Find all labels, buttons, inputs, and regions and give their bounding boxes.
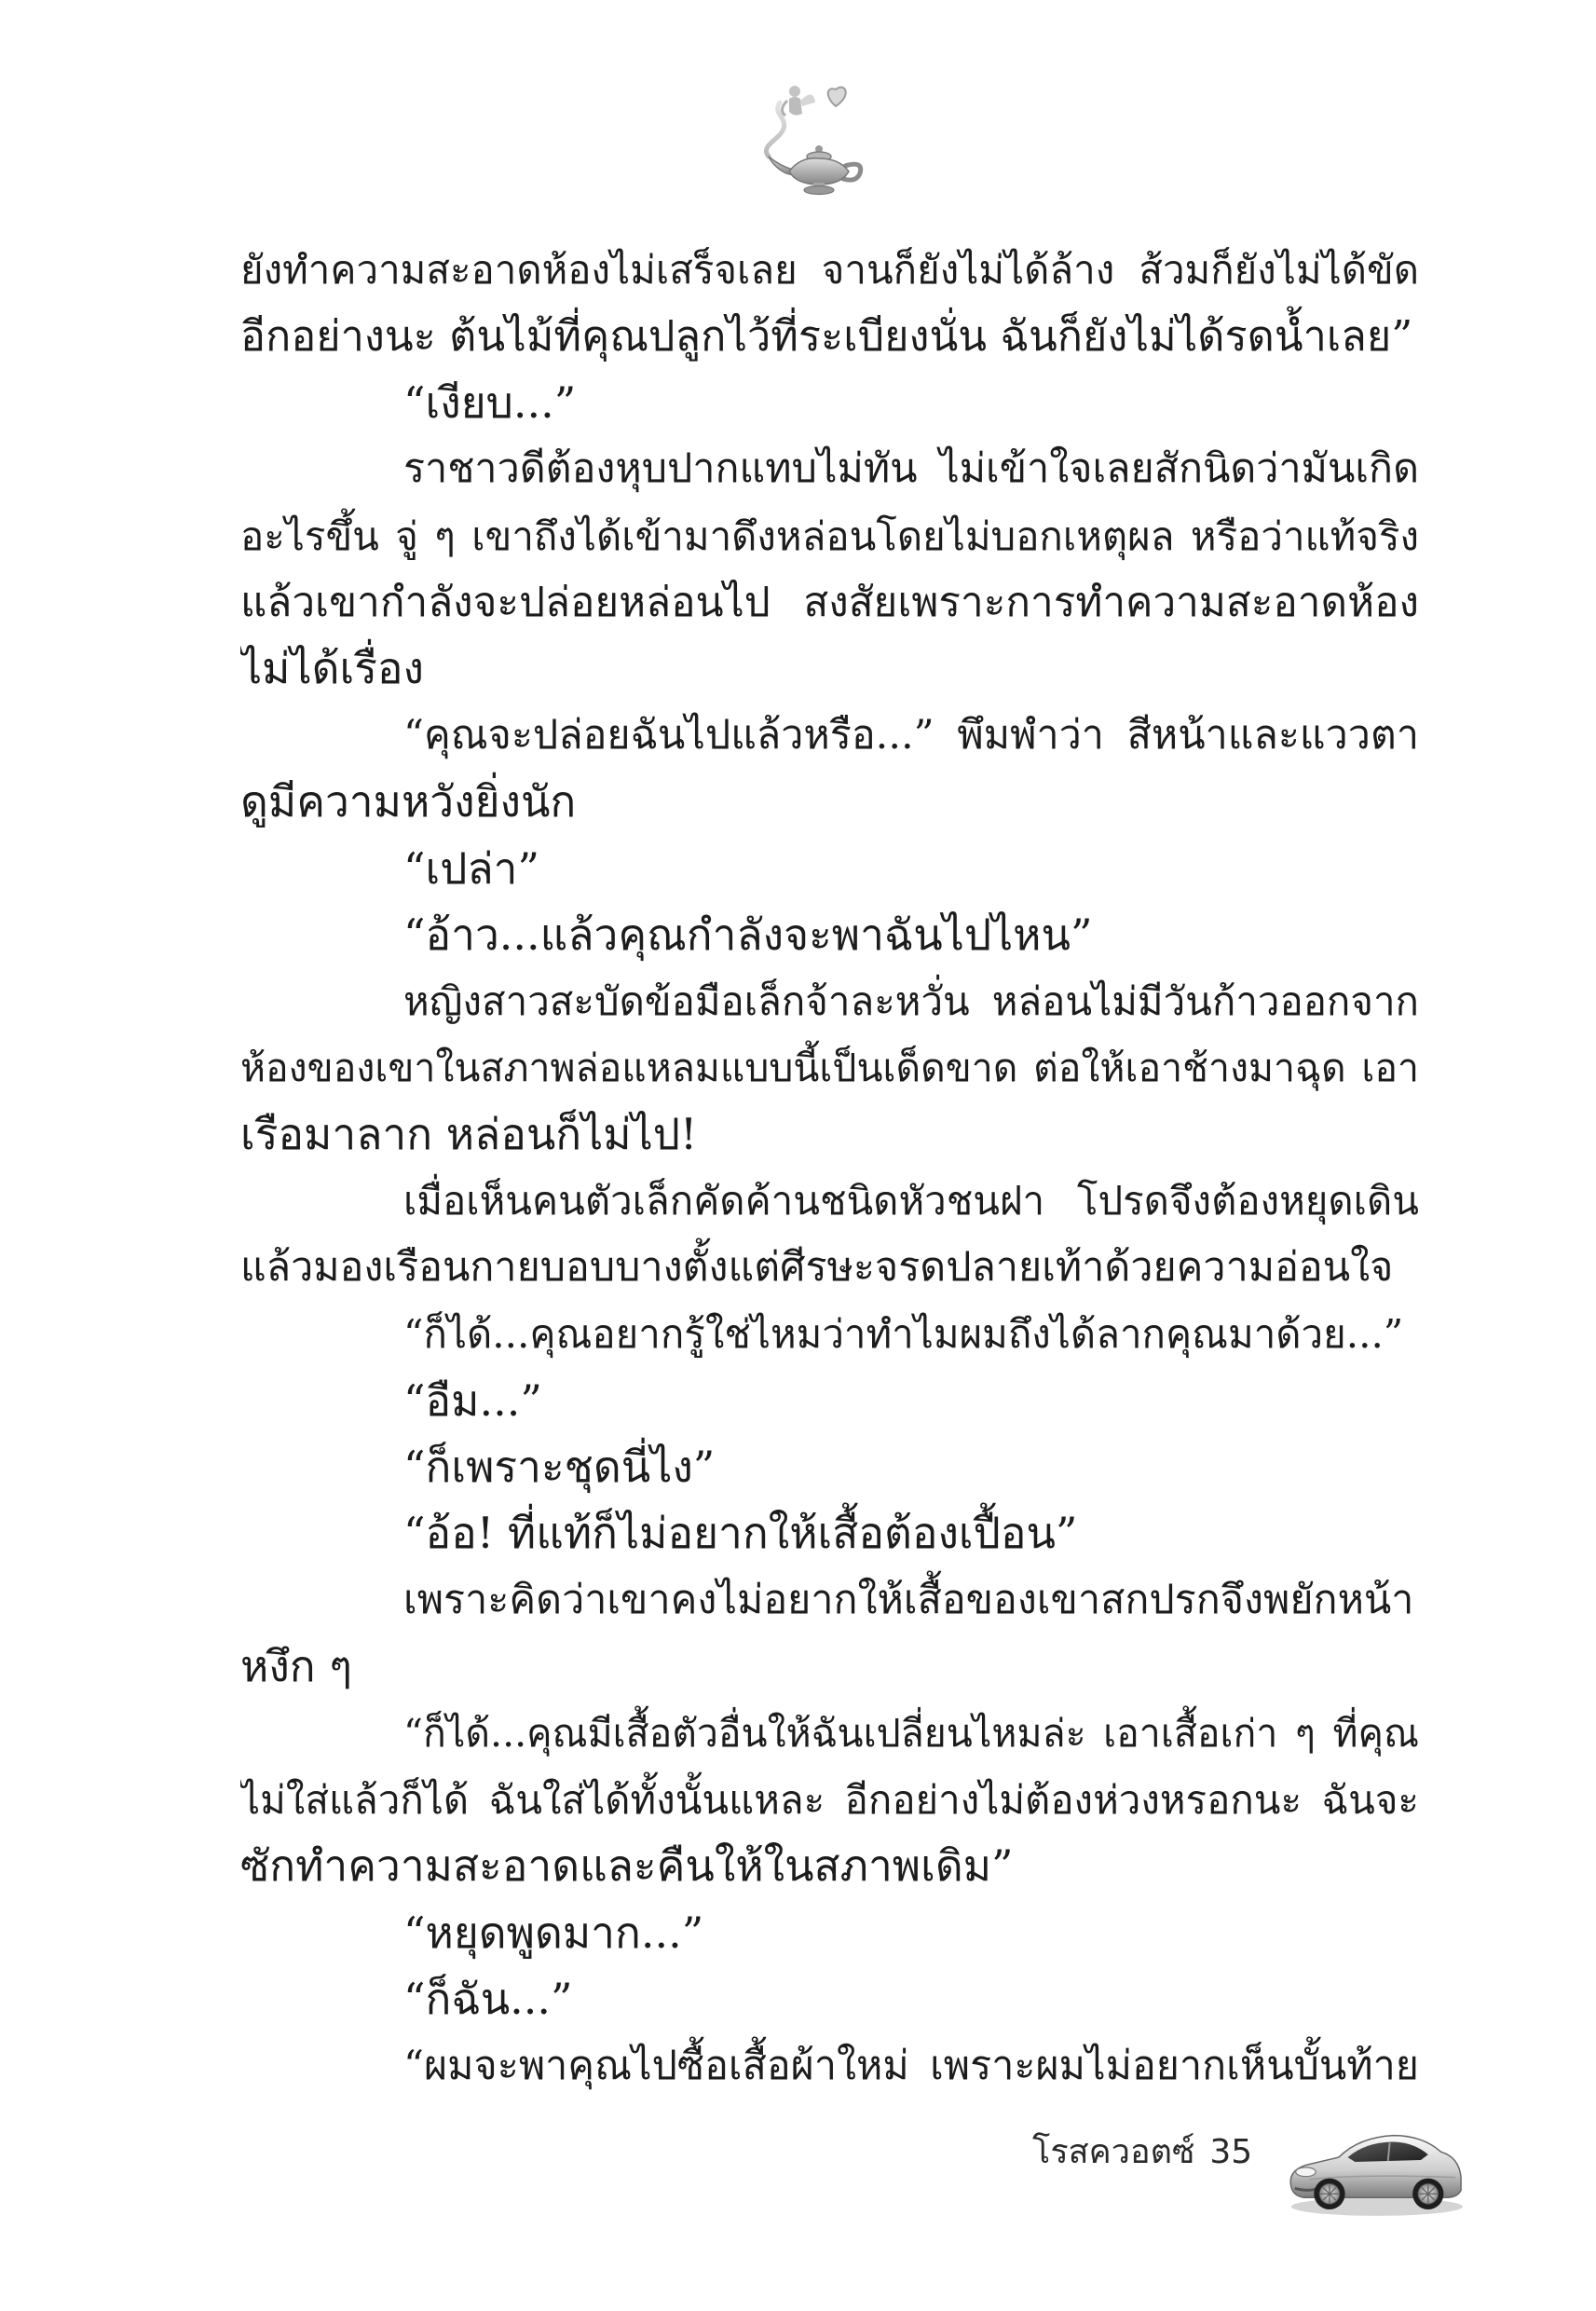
- sports-car-icon: [1282, 2104, 1465, 2220]
- text-line: “หยุดพูดมาก...”: [403, 1907, 704, 1958]
- paragraph: [240, 1301, 1419, 1367]
- paragraph: [240, 1966, 1419, 2032]
- text-line: ดูมีความหวังยิ่งนัก: [240, 776, 577, 827]
- paragraph: [240, 1567, 1419, 1701]
- car-rear-wheel: [1412, 2179, 1443, 2209]
- paragraph: [240, 237, 1419, 370]
- paragraph: [240, 902, 1419, 968]
- paragraph: [240, 370, 1419, 436]
- text-line: “อ้อ! ที่แท้ก็ไม่อยากให้เสื้อต้องเปื้อน”: [403, 1508, 1078, 1559]
- paragraph: [240, 436, 1419, 703]
- genie-lamp-icon: [759, 75, 871, 196]
- text-line: “อ้าว...แล้วคุณกำลังจะพาฉันไปไหน”: [403, 909, 1093, 960]
- heart-icon: [828, 88, 846, 106]
- paragraph: [240, 2033, 1419, 2099]
- text-line: หญิงสาวสะบัดข้อมือเล็กจ้าละหวั่น หล่อนไม่มีวันก้าวออกจาก: [403, 978, 1419, 1025]
- text-line: “ก็ได้...คุณมีเสื้อตัวอื่นให้ฉันเปลี่ยนไหมล่ะ เอาเสื้อเก่า ๆ ที่คุณ: [403, 1710, 1419, 1756]
- text-line: “ผมจะพาคุณไปซื้อเสื้อผ้าใหม่ เพราะผมไม่อยากเห็นบั้นท้าย: [403, 2042, 1419, 2089]
- text-line: “เงียบ...”: [403, 376, 577, 428]
- book-title: โรสควอตซ์: [1032, 2133, 1195, 2171]
- cupid-figure: [782, 86, 815, 116]
- paragraph: [240, 703, 1419, 836]
- text-line: “อืม...”: [403, 1374, 542, 1426]
- paragraph: [240, 1701, 1419, 1900]
- body-text: [240, 237, 1419, 2099]
- genie-lamp-ornament: [759, 75, 871, 196]
- text-line: ซักทำความสะอาดและคืนให้ในสภาพเดิม”: [240, 1840, 1014, 1892]
- paragraph: [240, 968, 1419, 1168]
- text-line: “ก็เพราะชุดนี่ไง”: [403, 1442, 716, 1493]
- paragraph: [240, 836, 1419, 902]
- text-line: อะไรขึ้น จู่ ๆ เขาถึงได้เข้ามาดึงหล่อนโดยไม่บอกเหตุผล หรือว่าแท้จริง: [240, 513, 1419, 559]
- paragraph: [240, 1168, 1419, 1301]
- text-line: ไม่ได้เรื่อง: [240, 643, 424, 694]
- text-line: เพราะคิดว่าเขาคงไม่อยากให้เสื้อของเขาสกปรกจึงพยักหน้า: [403, 1576, 1414, 1623]
- running-footer: [1032, 2127, 1252, 2178]
- paragraph: [240, 1434, 1419, 1500]
- paragraph: [240, 1900, 1419, 1966]
- car-headlight: [1296, 2167, 1316, 2177]
- text-line: “คุณจะปล่อยฉันไปแล้วหรือ...” พึมพำว่า สีหน้าและแววตา: [403, 711, 1419, 759]
- paragraph: [240, 1368, 1419, 1434]
- text-line: ไม่ใส่แล้วก็ได้ ฉันใส่ได้ทั้งนั้นแหละ อีกอย่างไม่ต้องห่วงหรอกนะ ฉันจะ: [240, 1776, 1419, 1823]
- car-front-wheel: [1314, 2179, 1344, 2209]
- text-line: “ก็ได้...คุณอยากรู้ใช่ไหมว่าทำไมผมถึงได้ลากคุณมาด้วย...”: [403, 1311, 1404, 1358]
- text-line: เรือมาลาก หล่อนก็ไม่ไป!: [240, 1109, 698, 1160]
- text-line: เมื่อเห็นคนตัวเล็กคัดค้านชนิดหัวชนฝา โปรดจึงต้องหยุดเดิน: [403, 1178, 1419, 1224]
- text-line: แล้วเขากำลังจะปล่อยหล่อนไป สงสัยเพราะการทำความสะอาดห้อง: [240, 578, 1419, 626]
- text-line: “เปล่า”: [403, 842, 539, 894]
- text-line: “ก็ฉัน...”: [403, 1974, 573, 2025]
- paragraph: [240, 1500, 1419, 1566]
- sports-car-illustration: [1282, 2104, 1465, 2220]
- text-line: ราชาวดีต้องหุบปากแทบไม่ทัน ไม่เข้าใจเลยสักนิดว่ามันเกิด: [403, 445, 1419, 493]
- text-line: หงึก ๆ: [240, 1641, 352, 1692]
- text-line: ห้องของเขาในสภาพล่อแหลมแบบนี้เป็นเด็ดขาด ต่อให้เอาช้างมาฉุด เอา: [240, 1045, 1419, 1090]
- text-line: อีกอย่างนะ ต้นไม้ที่คุณปลูกไว้ที่ระเบียงนั่น ฉันก็ยังไม่ได้รดน้ำเลย”: [240, 311, 1413, 362]
- text-line: แล้วมองเรือนกายบอบบางตั้งแต่ศีรษะจรดปลายเท้าด้วยความอ่อนใจ: [240, 1243, 1394, 1291]
- text-line: ยังทำความสะอาดห้องไม่เสร็จเลย จานก็ยังไม่ได้ล้าง ส้วมก็ยังไม่ได้ขัด: [240, 247, 1419, 293]
- page-number: 35: [1209, 2133, 1253, 2171]
